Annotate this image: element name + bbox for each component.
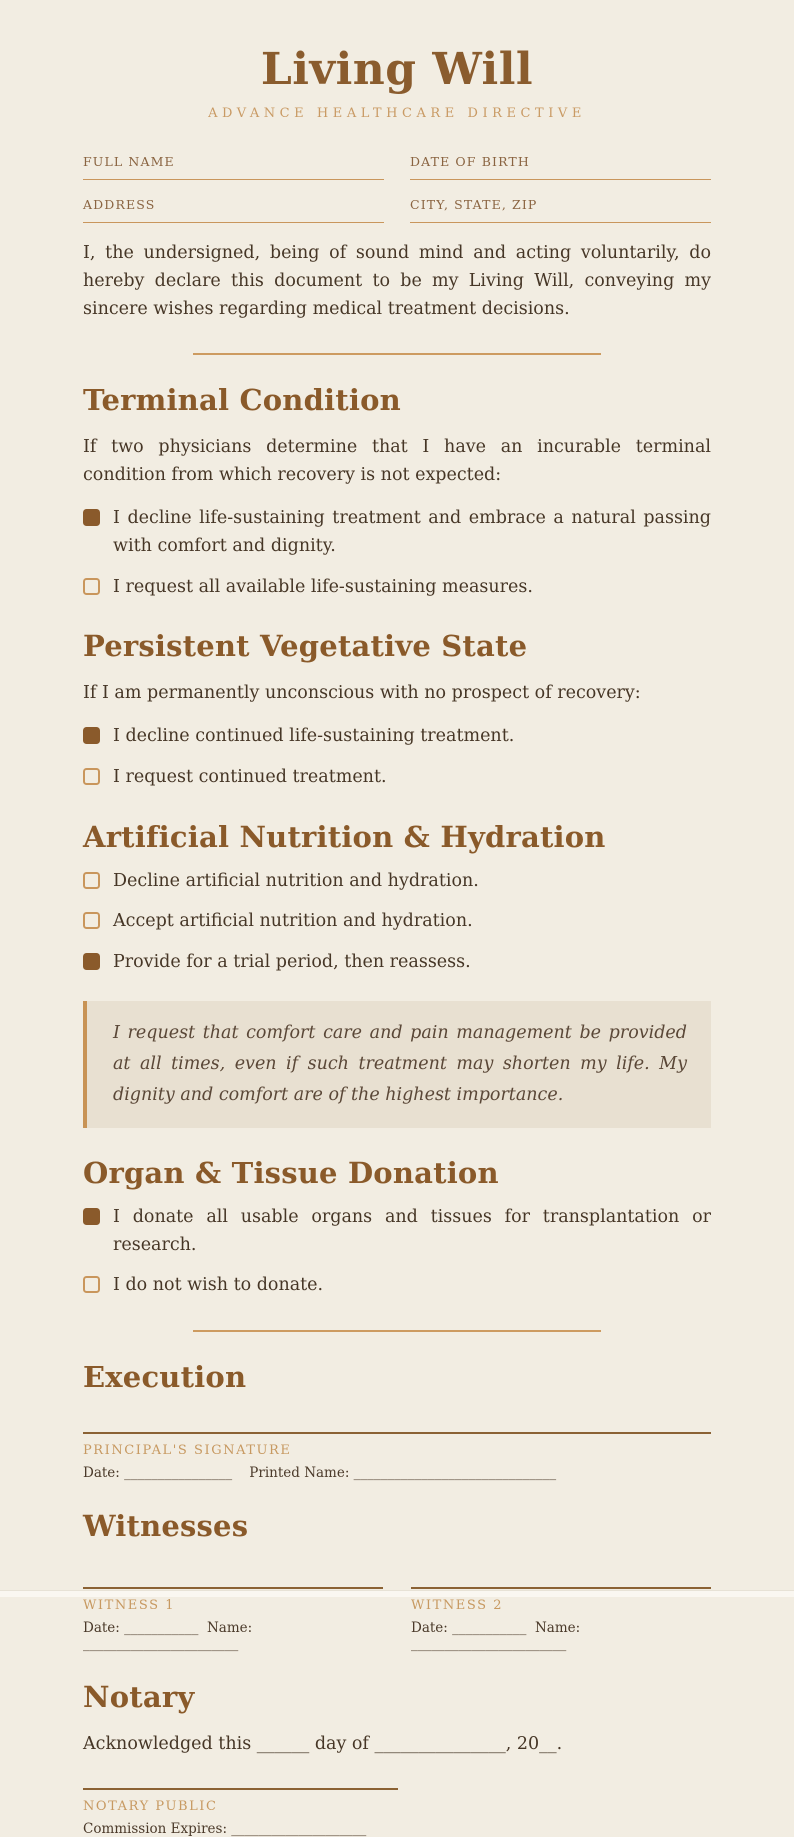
organ-donation-heading: Organ & Tissue Donation (83, 1155, 499, 1190)
organ-option-2-label: I do not wish to donate. (113, 1275, 324, 1296)
nutrition-option-3-checkbox[interactable] (83, 953, 100, 970)
date-of-birth-field[interactable] (410, 151, 711, 180)
document-subtitle: ADVANCE HEALTHCARE DIRECTIVE (208, 106, 586, 122)
terminal-option-2 (83, 574, 711, 602)
full-name-label: FULL NAME (83, 154, 175, 170)
terminal-option-1-label: I decline life-sustaining treatment and embrace a natural passing with comfort and dignity. (113, 508, 711, 557)
organ-option-1-checkbox[interactable] (83, 1208, 100, 1225)
vegetative-option-2 (83, 764, 711, 792)
nutrition-option-1-label: Decline artificial nutrition and hydration. (113, 870, 479, 891)
address-field[interactable] (83, 194, 384, 223)
vegetative-option-2-label: I request continued treatment. (113, 766, 387, 787)
comfort-care-quote: I request that comfort care and pain management be provided at all times, even if such treatment may shorten my life. My dignity and comfort are of the highest importance. (83, 1001, 711, 1128)
witness-1-signature-block[interactable] (83, 1587, 383, 1652)
address-label: ADDRESS (83, 197, 156, 213)
terminal-option-2-label: I request all available life-sustaining measures. (113, 576, 533, 597)
notary-heading: Notary (83, 1679, 195, 1714)
witness-1-label: WITNESS 1 (83, 1597, 176, 1613)
nutrition-hydration-heading: Artificial Nutrition & Hydration (83, 819, 606, 854)
date-of-birth-label: DATE OF BIRTH (410, 154, 530, 170)
witness-2-signature-block[interactable] (411, 1587, 711, 1652)
vegetative-option-1 (83, 723, 711, 751)
terminal-condition-intro: If two physicians determine that I have an incurable terminal condition from which recovery is not expected: (83, 437, 711, 486)
nutrition-option-2 (83, 908, 711, 936)
notary-public-label: NOTARY PUBLIC (83, 1798, 218, 1814)
vegetative-option-2-checkbox[interactable] (83, 768, 100, 785)
section-divider (193, 353, 601, 355)
vegetative-state-options (83, 723, 711, 791)
notary-signature-block[interactable] (83, 1788, 398, 1837)
notary-commission-row: Commission Expires: ____________________ (83, 1820, 367, 1837)
organ-donation-options (83, 1204, 711, 1300)
witness-1-date-name-row: Date: ___________ Name: _______________________ (83, 1619, 257, 1652)
nutrition-option-3-label: Provide for a trial period, then reassess. (113, 951, 471, 972)
nutrition-option-2-label: Accept artificial nutrition and hydration. (113, 911, 473, 932)
section-divider (193, 1330, 601, 1332)
terminal-option-1 (83, 505, 711, 560)
witness-2-label: WITNESS 2 (411, 1597, 504, 1613)
terminal-option-2-checkbox[interactable] (83, 578, 100, 595)
city-state-zip-label: CITY, STATE, ZIP (410, 197, 538, 213)
nutrition-option-2-checkbox[interactable] (83, 912, 100, 929)
notary-acknowledgment: Acknowledged this ______ day of _______________, 20__. (83, 1733, 563, 1754)
nutrition-option-1-checkbox[interactable] (83, 872, 100, 889)
organ-option-1-label: I donate all usable organs and tissues for transplantation or research. (113, 1206, 711, 1255)
principal-signature-label: PRINCIPAL'S SIGNATURE (83, 1442, 292, 1458)
nutrition-option-3 (83, 949, 711, 977)
principal-date-name-row: Date: ________________ Printed Name: ______________________________ (83, 1464, 557, 1481)
city-state-zip-field[interactable] (410, 194, 711, 223)
nutrition-hydration-options (83, 868, 711, 977)
vegetative-option-1-label: I decline continued life-sustaining treatment. (113, 726, 515, 747)
organ-option-1 (83, 1204, 711, 1259)
principal-signature-block[interactable] (83, 1432, 711, 1481)
witnesses-heading: Witnesses (83, 1508, 249, 1543)
full-name-field[interactable] (83, 151, 384, 180)
execution-heading: Execution (83, 1359, 247, 1394)
witness-2-date-name-row: Date: ___________ Name: _______________________ (411, 1619, 585, 1652)
vegetative-state-intro: If I am permanently unconscious with no prospect of recovery: (83, 683, 641, 704)
vegetative-state-heading: Persistent Vegetative State (83, 629, 528, 664)
organ-option-2-checkbox[interactable] (83, 1276, 100, 1293)
terminal-condition-heading: Terminal Condition (83, 383, 401, 418)
nutrition-option-1 (83, 868, 711, 896)
personal-info-form (83, 151, 711, 223)
terminal-condition-options (83, 505, 711, 601)
organ-option-2 (83, 1272, 711, 1300)
declaration-paragraph: I, the undersigned, being of sound mind and acting voluntarily, do hereby declare this document to be my Living Will, conveying my sincere wishes regarding medical treatment decisions. (83, 243, 711, 320)
terminal-option-1-checkbox[interactable] (83, 509, 100, 526)
vegetative-option-1-checkbox[interactable] (83, 727, 100, 744)
document-title: Living Will (260, 44, 534, 95)
